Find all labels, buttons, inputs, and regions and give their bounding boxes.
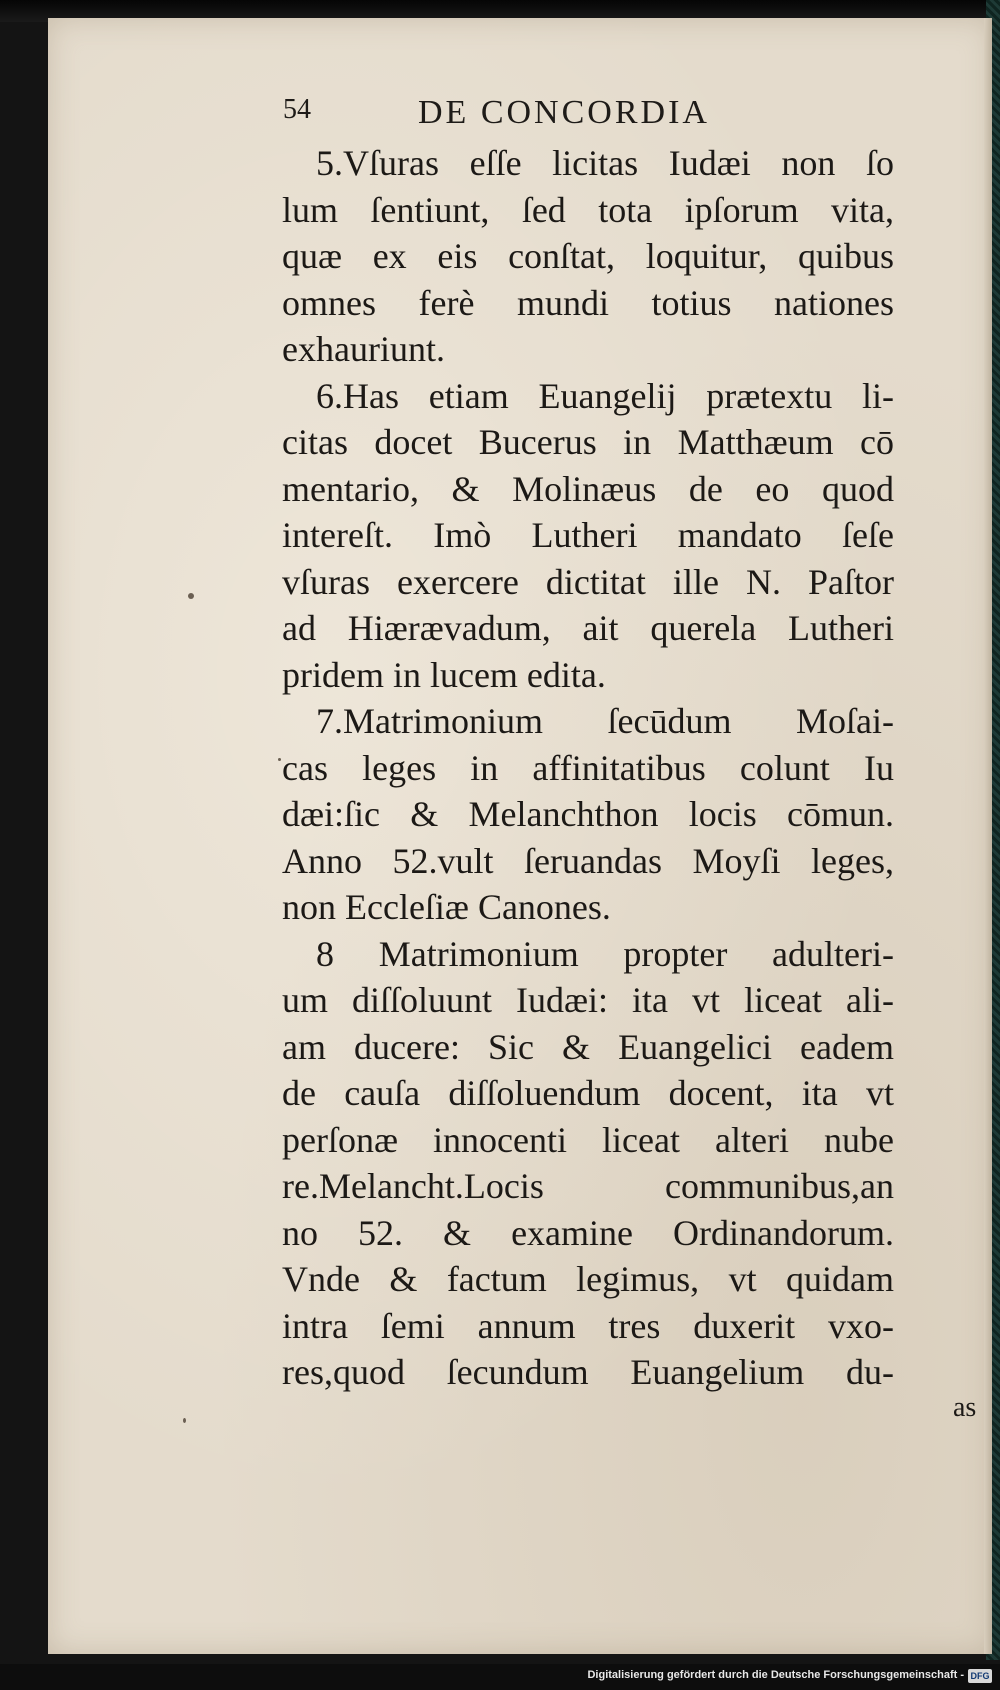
text-line: 8 Matrimonium propter adulteri- <box>316 933 894 974</box>
text-line: omnes ferè mundi totius nationes <box>282 282 894 323</box>
text-line: 6.Has etiam Euangelij prætextu li- <box>316 375 894 416</box>
footer-bar <box>0 1664 1000 1690</box>
text-line: quæ ex eis conſtat, loquitur, quibus <box>282 236 894 276</box>
text-line: um diſſoluunt Iudæi: ita vt liceat ali- <box>282 980 894 1020</box>
body-text <box>282 140 894 1396</box>
funding-credit: Digitalisierung gefördert durch die Deutsche Forschungsgemeinschaft - <box>587 1669 964 1681</box>
page-fore-edge <box>984 18 992 1654</box>
text-line: 7.Matrimonium ſecūdum Moſai- <box>316 701 894 741</box>
text-line: ad Hiærævadum, ait querela Lutheri <box>282 608 894 648</box>
text-line: citas docet Bucerus in Matthæum cō <box>282 422 894 462</box>
text-line: re.Melancht.Locis communibus,an <box>282 1166 894 1206</box>
text-line: vſuras exercere dictitat ille N. Paſtor <box>282 561 894 602</box>
text-line: de cauſa diſſoluendum docent, ita vt <box>282 1073 894 1113</box>
text-line: intereſt. Imò Lutheri mandato ſeſe <box>282 515 894 555</box>
page-number: 54 <box>283 94 311 125</box>
text-line: Anno 52.vult ſeruandas Moyſi leges, <box>282 840 894 881</box>
ink-speck <box>188 593 194 599</box>
text-line: mentario, & Molinæus de eo quod <box>282 468 894 509</box>
text-line: am ducere: Sic & Euangelici eadem <box>282 1026 894 1067</box>
text-line: Vnde & factum legimus, vt quidam <box>282 1259 894 1299</box>
dfg-logo-icon: DFG <box>968 1669 992 1683</box>
text-line: res,quod ſecundum Euangelium du- <box>282 1352 894 1392</box>
text-line: 5.Vſuras eſſe licitas Iudæi non ſo <box>316 143 894 183</box>
text-line: exhauriunt. <box>282 329 445 369</box>
text-line: pridem in lucem edita. <box>282 654 606 695</box>
text-line: cas leges in affinitatibus colunt Iu <box>282 747 894 788</box>
ink-speck <box>183 1418 186 1423</box>
text-line: non Eccleſiæ Canones. <box>282 887 611 927</box>
ink-speck <box>278 758 281 761</box>
catchword: as <box>953 1392 977 1423</box>
text-line: lum ſentiunt, ſed tota ipſorum vita, <box>282 189 894 230</box>
page-header <box>283 94 803 134</box>
text-line: no 52. & examine Ordinandorum. <box>282 1212 894 1253</box>
text-line: dæi:ſic & Melanchthon locis cōmun. <box>282 794 894 834</box>
running-title: DE CONCORDIA <box>418 94 710 131</box>
text-line: perſonæ innocenti liceat alteri nube <box>282 1119 894 1160</box>
text-line: intra ſemi annum tres duxerit vxo- <box>282 1305 894 1346</box>
